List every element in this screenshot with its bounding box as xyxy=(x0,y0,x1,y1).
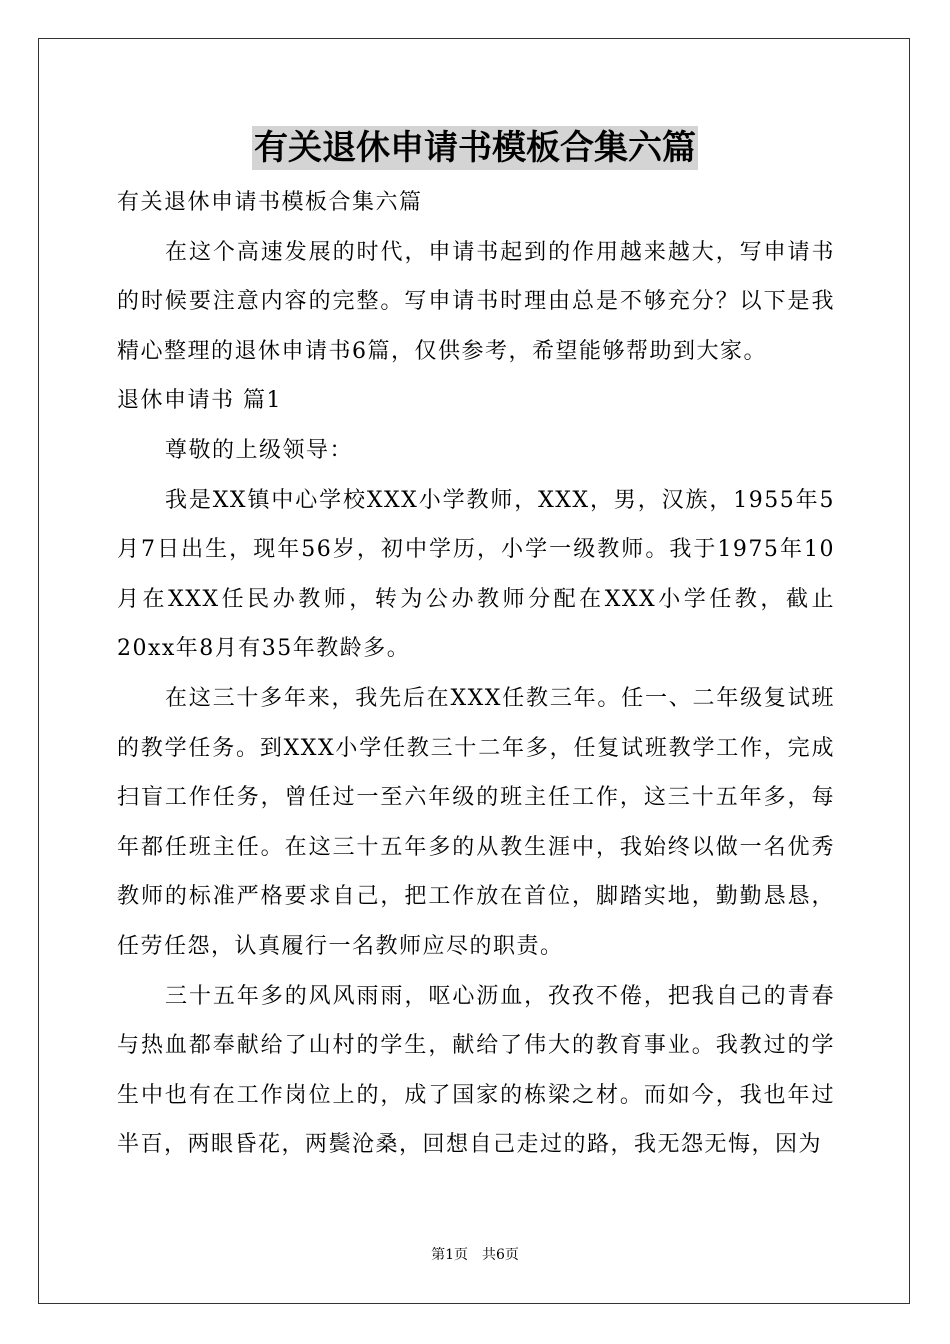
document-subtitle: 有关退休申请书模板合集六篇 xyxy=(117,190,423,215)
document-title: 有关退休申请书模板合集六篇 xyxy=(254,128,696,168)
intro-paragraph: 在这个高速发展的时代，申请书起到的作用越来越大，写申请书的时候要注意内容的完整。写申请书时理由总是不够充分？以下是我精心整理的退休申请书6篇，仅供参考，希望能够帮助到大家。 xyxy=(117,239,835,364)
page-footer xyxy=(0,1246,950,1264)
body-paragraph-3: 三十五年多的风风雨雨，呕心沥血，孜孜不倦，把我自己的青春与热血都奉献给了山村的学生，献给了伟大的教育事业。我教过的学生中也有在工作岗位上的，成了国家的栋梁之材。而如今，我也年过半百，两眼昏花，两鬓沧桑，回想自己走过的路，我无怨无悔，因为 xyxy=(117,983,835,1158)
page-number: 第1页 共6页 xyxy=(431,1247,519,1263)
title-container xyxy=(0,126,950,170)
salutation: 尊敬的上级领导： xyxy=(165,437,354,463)
document-body xyxy=(117,178,835,1170)
body-paragraph-2: 在这三十多年来，我先后在XXX任教三年。任一、二年级复试班的教学任务。到XXX小学任教三十二年多，任复试班教学工作，完成扫盲工作任务，曾任过一至六年级的班主任工作，这三十五年多，每年都任班主任。在这三十五年多的从教生涯中，我始终以做一名优秀教师的标准严格要求自己，把工作放在首位，脚踏实地，勤勤恳恳，任劳任怨，认真履行一名教师应尽的职责。 xyxy=(117,685,835,959)
body-paragraph-1: 我是XX镇中心学校XXX小学教师，XXX，男，汉族，1955年5月7日出生，现年56岁，初中学历，小学一级教师。我于1975年10月在XXX任民办教师，转为公办教师分配在XXX小学任教，截止20xx年8月有35年教龄多。 xyxy=(117,487,835,662)
section-heading: 退休申请书 篇1 xyxy=(117,388,282,414)
